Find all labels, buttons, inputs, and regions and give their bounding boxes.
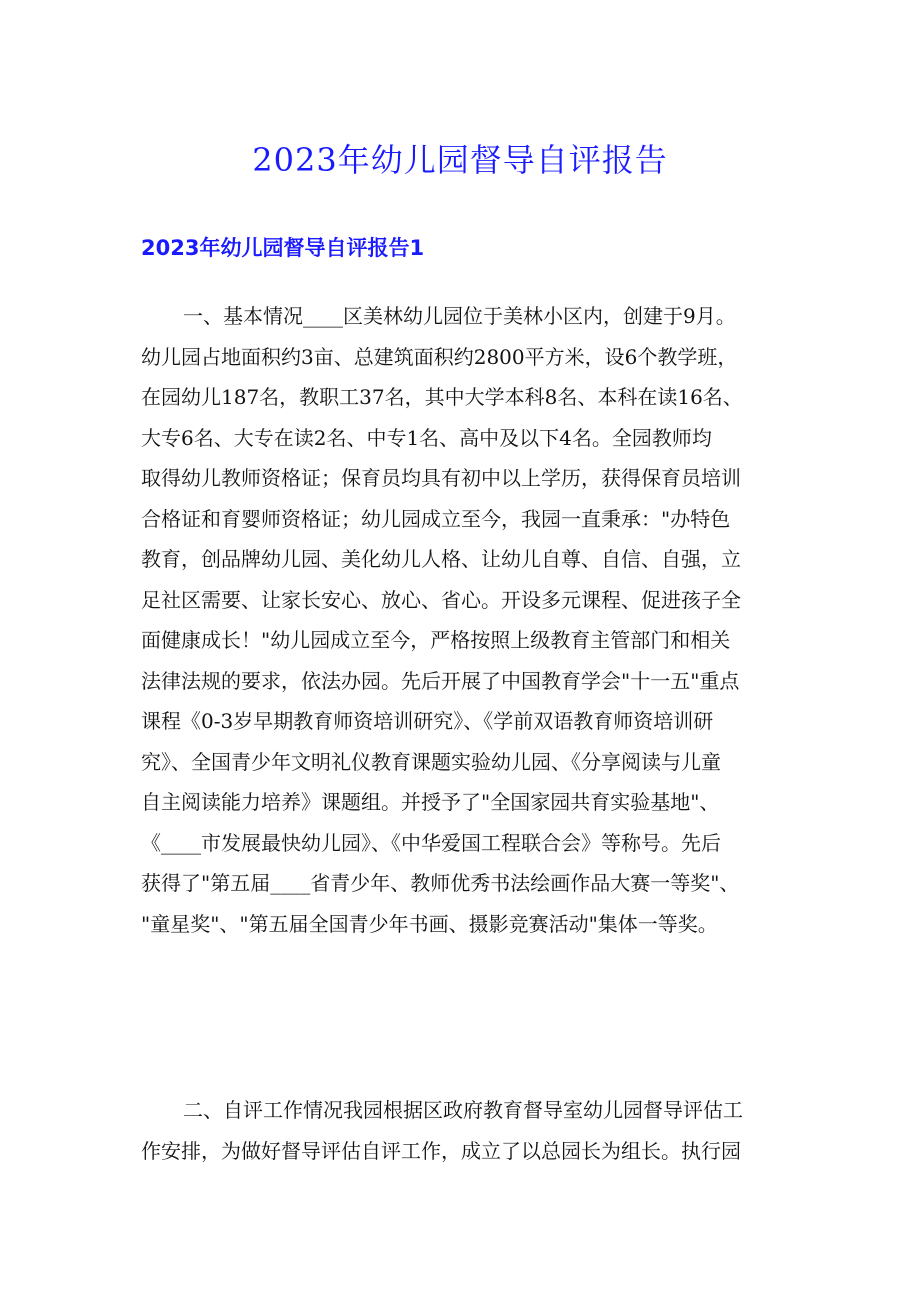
paragraph-line: 在园幼儿187名，教职工37名，其中大学本科8名、本科在读16名、 xyxy=(141,385,743,409)
paragraph-line: 作安排，为做好督导评估自评工作，成立了以总园长为组长。执行园 xyxy=(141,1138,741,1163)
paragraph-line: 幼儿园占地面积约3亩、总建筑面积约2800平方米，设6个教学班， xyxy=(141,344,738,369)
paragraph-line: 自主阅读能力培养》课题组。并授予了"全国家园共育实验基地"、 xyxy=(141,790,720,814)
paragraph-line: 《____市发展最快幼儿园》、《中华爱国工程联合会》等称号。先后 xyxy=(141,830,721,855)
document-title: 2023年幼儿园督导自评报告 xyxy=(252,141,668,179)
paragraph-line: 一、基本情况____区美林幼儿园位于美林小区内，创建于9月。 xyxy=(183,304,736,328)
paragraph-line: "童星奖"、"第五届全国青少年书画、摄影竞赛活动"集体一等奖。 xyxy=(141,911,718,936)
paragraph-line: 课程《0-3岁早期教育师资培训研究》、《学前双语教育师资培训研 xyxy=(141,709,714,733)
section-heading: 2023年幼儿园督导自评报告1 xyxy=(141,236,425,260)
paragraph-line: 究》、全国青少年文明礼仪教育课题实验幼儿园、《分享阅读与儿童 xyxy=(141,749,721,774)
paragraph-line: 大专6名、大专在读2名、中专1名、高中及以下4名。全园教师均 xyxy=(141,425,712,450)
paragraph-line: 获得了"第五届____省青少年、教师优秀书法绘画作品大赛一等奖"、 xyxy=(141,871,740,895)
paragraph-line: 法律法规的要求，依法办园。先后开展了中国教育学会"十一五"重点 xyxy=(141,668,740,693)
paragraph-line: 足社区需要、让家长安心、放心、省心。开设多元课程、促进孩子全 xyxy=(141,587,741,612)
paragraph-line: 取得幼儿教师资格证；保育员均具有初中以上学历，获得保育员培训 xyxy=(141,466,741,490)
paragraph-line: 面健康成长！"幼儿园成立至今，严格按照上级教育主管部门和相关 xyxy=(141,628,731,652)
paragraph-line: 合格证和育婴师资格证；幼儿园成立至今，我园一直秉承："办特色 xyxy=(141,506,731,531)
paragraph-self-evaluation xyxy=(141,1090,781,1171)
paragraph-line: 二、自评工作情况我园根据区政府教育督导室幼儿园督导评估工 xyxy=(183,1098,743,1122)
paragraph-basic-info xyxy=(141,296,781,944)
paragraph-line: 教育，创品牌幼儿园、美化幼儿人格、让幼儿自尊、自信、自强，立 xyxy=(141,547,741,571)
